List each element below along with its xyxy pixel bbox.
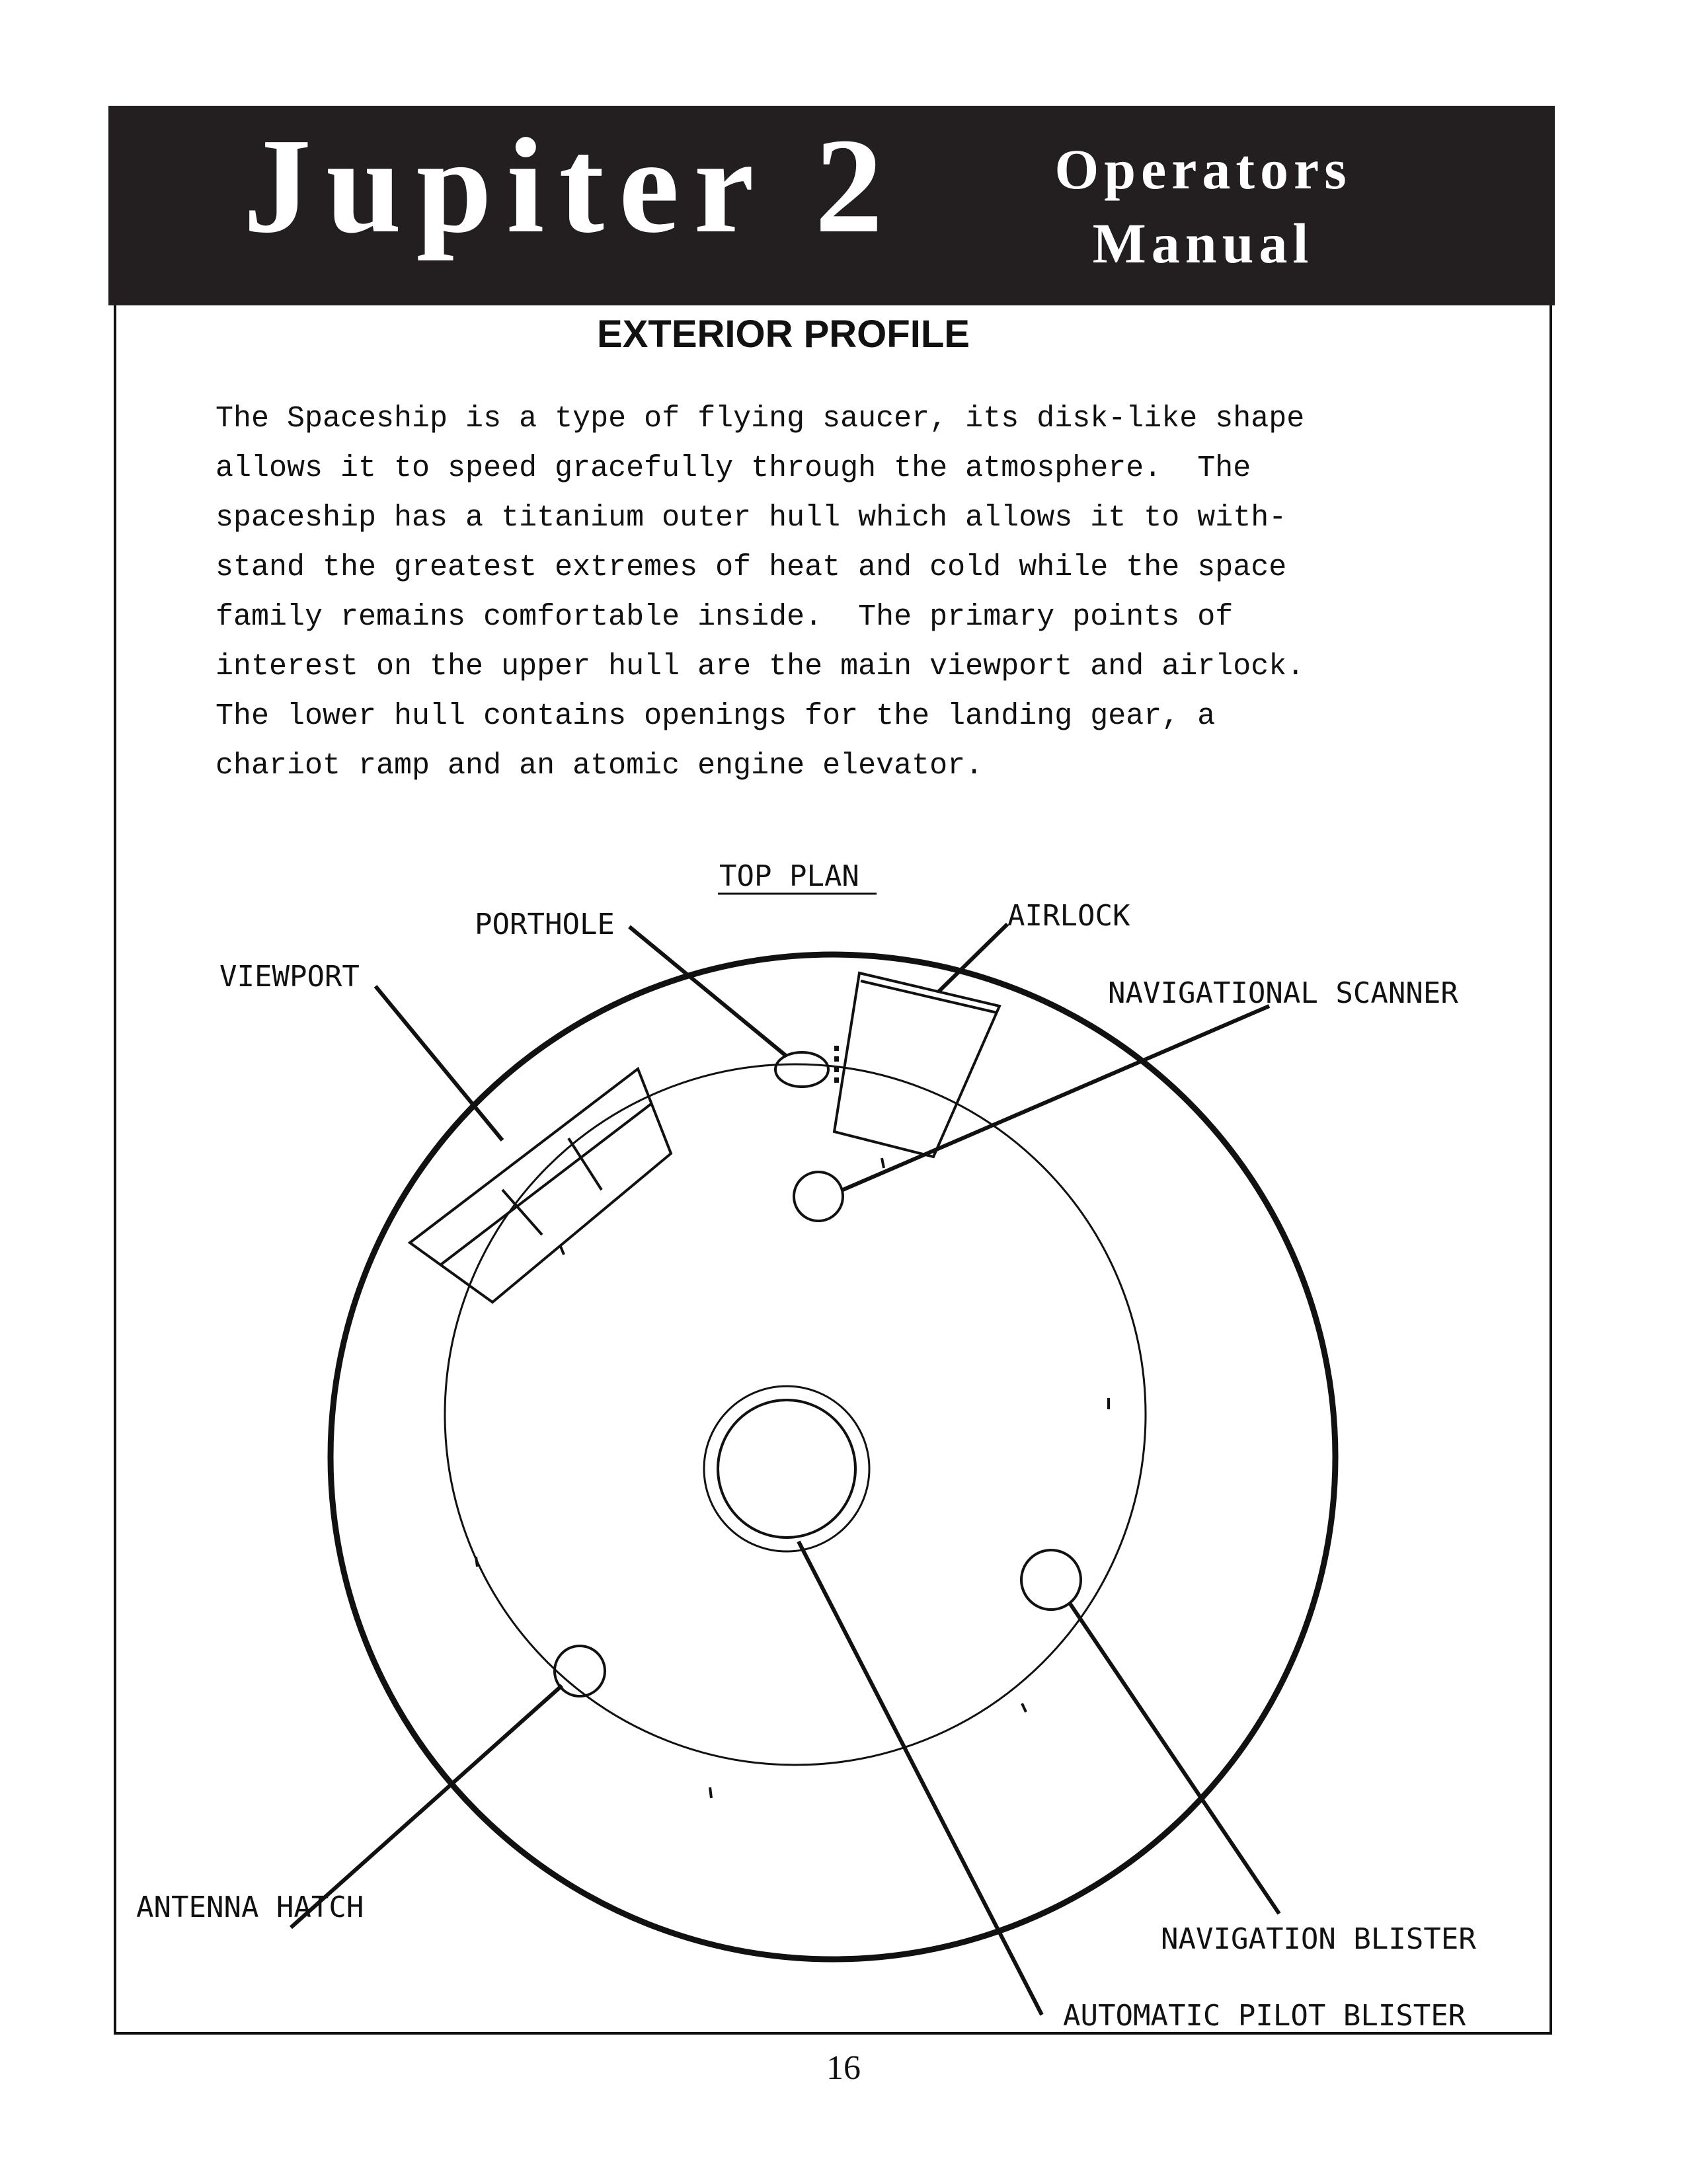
- automatic-pilot-blister: [718, 1400, 855, 1538]
- body-line-4: stand the greatest extremes of heat and cold while the space: [216, 551, 1287, 584]
- body-line-6: interest on the upper hull are the main viewport and airlock.: [216, 650, 1305, 683]
- label-navigation-blister: NAVIGATION BLISTER: [1161, 1922, 1476, 1956]
- label-airlock: AIRLOCK: [1007, 899, 1130, 933]
- leader-automatic-pilot-blister: [799, 1541, 1042, 2015]
- leader-porthole: [629, 927, 787, 1056]
- label-antenna-hatch: ANTENNA HATCH: [136, 1891, 364, 1924]
- porthole-marks: [834, 1046, 839, 1083]
- body-line-8: chariot ramp and an atomic engine elevator.: [216, 749, 984, 783]
- leader-viewport: [375, 986, 502, 1140]
- page-number: 16: [826, 2049, 861, 2087]
- body-line-3: spaceship has a titanium outer hull which allows it to with-: [216, 501, 1287, 535]
- inner-hull-ring: [445, 1064, 1146, 1765]
- section-title: EXTERIOR PROFILE: [597, 313, 970, 356]
- diagram-title: TOP PLAN: [719, 859, 859, 893]
- body-line-2: allows it to speed gracefully through the atmosphere. The: [216, 451, 1251, 485]
- automatic-pilot-blister-outer: [704, 1386, 869, 1551]
- subtitle-line-1: Operators: [1054, 137, 1352, 201]
- leader-lines: [291, 924, 1279, 2015]
- label-viewport: VIEWPORT: [219, 960, 360, 994]
- leader-navigation-blister: [1070, 1603, 1279, 1914]
- navigational-scanner: [794, 1172, 843, 1221]
- inner-ring-ticks: [476, 1158, 1109, 1798]
- body-line-5: family remains comfortable inside. The primary points of: [216, 600, 1234, 634]
- manual-title: Jupiter 2: [243, 110, 898, 261]
- label-navigational-scanner: NAVIGATIONAL SCANNER: [1108, 976, 1458, 1010]
- navigation-blister: [1021, 1550, 1081, 1610]
- label-automatic-pilot-blister: AUTOMATIC PILOT BLISTER: [1063, 1999, 1466, 2033]
- porthole: [775, 1052, 828, 1087]
- outer-hull: [331, 955, 1335, 1959]
- body-line-7: The lower hull contains openings for the landing gear, a: [216, 699, 1216, 733]
- label-porthole: PORTHOLE: [475, 908, 615, 941]
- antenna-hatch: [555, 1646, 605, 1696]
- airlock: [834, 973, 1000, 1157]
- subtitle-line-2: Manual: [1092, 212, 1314, 275]
- body-line-1: The Spaceship is a type of flying saucer, its disk-like shape: [216, 402, 1305, 436]
- leader-navigational-scanner: [843, 1006, 1269, 1190]
